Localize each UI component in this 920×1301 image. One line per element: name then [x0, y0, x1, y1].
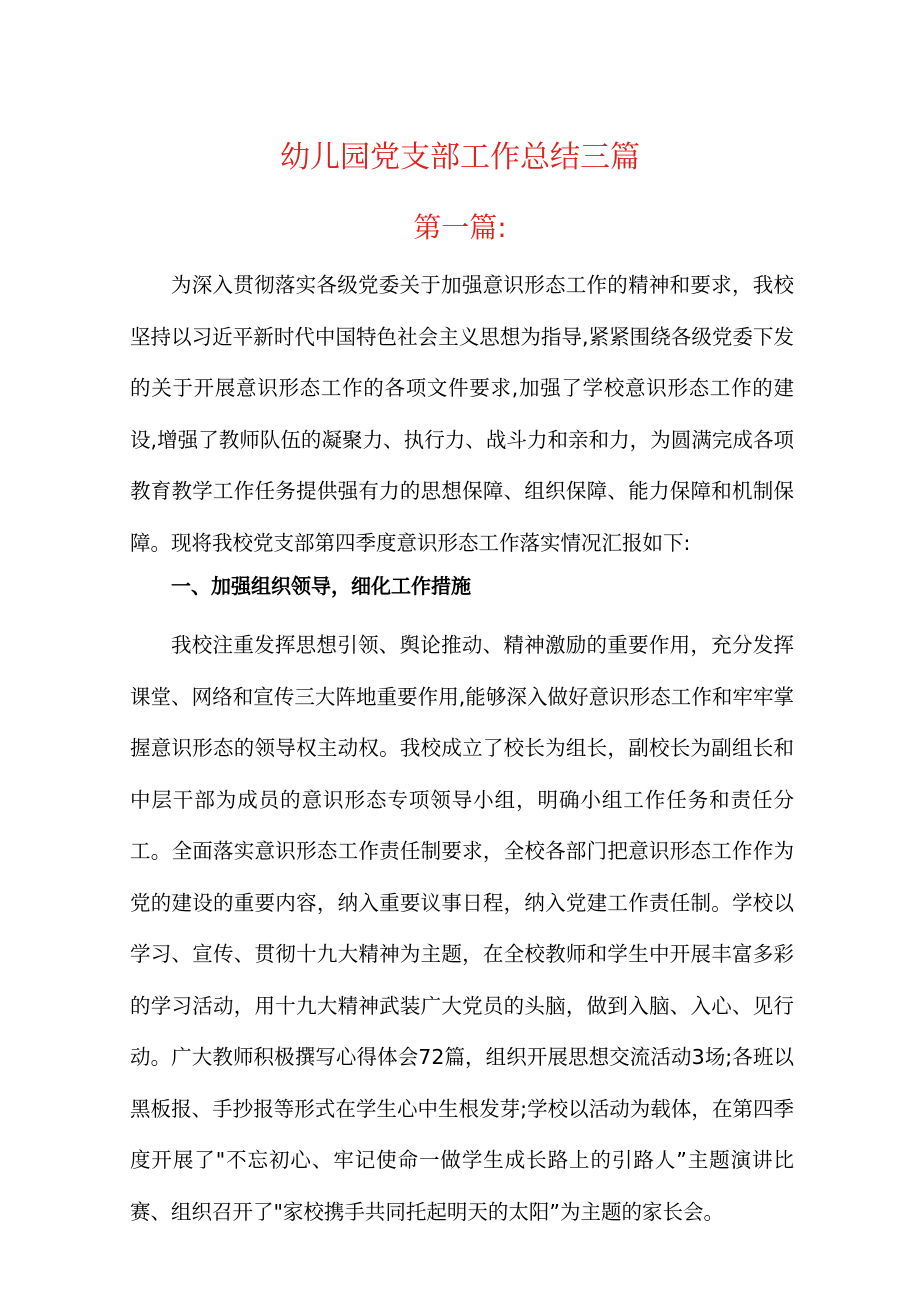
- section-title: 第一篇:: [413, 211, 507, 244]
- heading-organization: 一、加强组织领导，细化工作措施: [171, 574, 471, 598]
- paragraph-intro: 为深入贯彻落实各级党委关于加强意识形态工作的精神和要求，我校坚持以习近平新时代中国特色社会主义思想为指导,紧紧围绕各级党委下发的关于开展意识形态工作的各项文件要求,加强了学校意识形态工作的建设,增强了教师队伍的凝聚力、执行力、战斗力和亲和力，为圆满完成各项教育教学工作任务提供强有力的思想保障、组织保障、能力保障和机制保障。现将我校党支部第四季度意识形态工作落实情况汇报如下:: [130, 273, 794, 555]
- paragraph-organization: 我校注重发挥思想引领、舆论推动、精神激励的重要作用，充分发挥课堂、网络和宣传三大阵地重要作用,能够深入做好意识形态工作和牢牢掌握意识形态的领导权主动权。我校成立了校长为组长，副校长为副组长和中层干部为成员的意识形态专项领导小组，明确小组工作任务和责任分工。全面落实意识形态工作责任制要求，全校各部门把意识形态工作作为党的建设的重要内容，纳入重要议事日程，纳入党建工作责任制。学校以学习、宣传、贯彻十九大精神为主题，在全校教师和学生中开展丰富多彩的学习活动，用十九大精神武装广大党员的头脑，做到入脑、入心、见行动。广大教师积极撰写心得体会72篇，组织开展思想交流活动3场;各班以黑板报、手抄报等形式在学生心中生根发芽;学校以活动为载体，在第四季度开展了"不忘初心、牢记使命一做学生成长路上的引路人”主题演讲比赛、组织召开了"家校携手共同托起明天的太阳”为主题的家长会。: [130, 633, 794, 1224]
- document-title: 幼儿园党支部工作总结三篇: [280, 140, 640, 175]
